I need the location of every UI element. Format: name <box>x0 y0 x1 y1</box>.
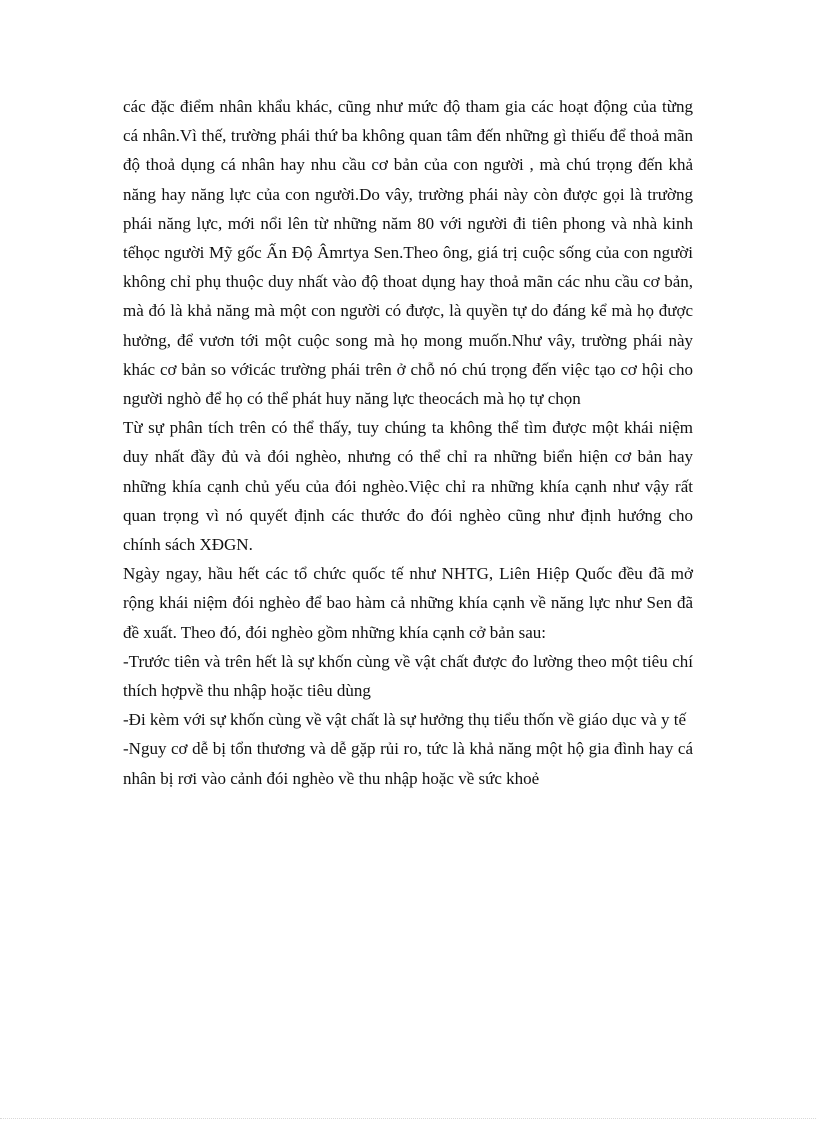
list-item-education-health: -Đi kèm với sự khốn cùng về vật chất là sự hưởng thụ tiểu thốn về giáo dục và y tế <box>123 710 687 730</box>
list-item-vulnerability-risk: -Nguy cơ dễ bị tổn thương và dễ gặp rủi ro, tức là khả năng một hộ gia đình hay cá nhân bị rơi vào cảnh đói nghèo về thu nhập hoặc về sức khoẻ <box>123 739 693 788</box>
paragraph-international-definition: Ngày ngay, hầu hết các tổ chức quốc tế như NHTG, Liên Hiệp Quốc đều đã mở rộng khái niệm đói nghèo để bao hàm cả những khía cạnh về năng lực như Sen đã đề xuất. Theo đó, đói nghèo gồm những khía cạnh cở bản sau: <box>123 564 693 642</box>
document-body <box>123 92 693 793</box>
paragraph-analysis-summary: Từ sự phân tích trên có thể thấy, tuy chúng ta không thể tìm được một khái niệm duy nhất đầy đủ và đói nghèo, nhưng có thể chỉ ra những biển hiện cơ bản hay những khía cạnh chủ yếu của đói nghèo.Việc chỉ ra những khía cạnh như vậy rất quan trọng vì nó quyết định các thước đo đói nghèo cũng như định hướng cho chính sách XĐGN. <box>123 418 693 555</box>
list-item-material-deprivation: -Trước tiên và trên hết là sự khốn cùng về vật chất được đo lường theo một tiêu chí thích hợpvề thu nhập hoặc tiêu dùng <box>123 651 693 701</box>
page-bottom-divider <box>0 1118 816 1119</box>
paragraph-capability-school: các đặc điểm nhân khẩu khác, cũng như mức độ tham gia các hoạt động của từng cá nhân.Vì thế, trường phái thứ ba không quan tâm đến những gì thiếu để thoả mãn độ thoả dụng cá nhân hay nhu cầu cơ bản của con người , mà chú trọng đến khả năng hay năng lực của con người.Do vây, trường phái này còn được gọi là trường phái năng lực, mới nổi lên từ những năm 80 với người đi tiên phong và nhà kinh tếhọc người Mỹ gốc Ấn Độ Âmrtya Sen.Theo ông, giá trị cuộc sống của con người không chỉ phụ thuộc duy nhất vào độ thoat dụng hay thoả mãn các nhu cầu cơ bản, mà đó là khả năng mà một con người có được, là quyền tự do đáng kể mà họ được hưởng, để vươn tới một cuộc song mà họ mong muốn.Như vây, trường phái này khác cơ bản so vớicác trường phái trên ở chỗ nó chú trọng đến việc tạo cơ hội cho người nghò để họ có thể phát huy năng lực theocách mà họ tự chọn <box>123 97 693 409</box>
